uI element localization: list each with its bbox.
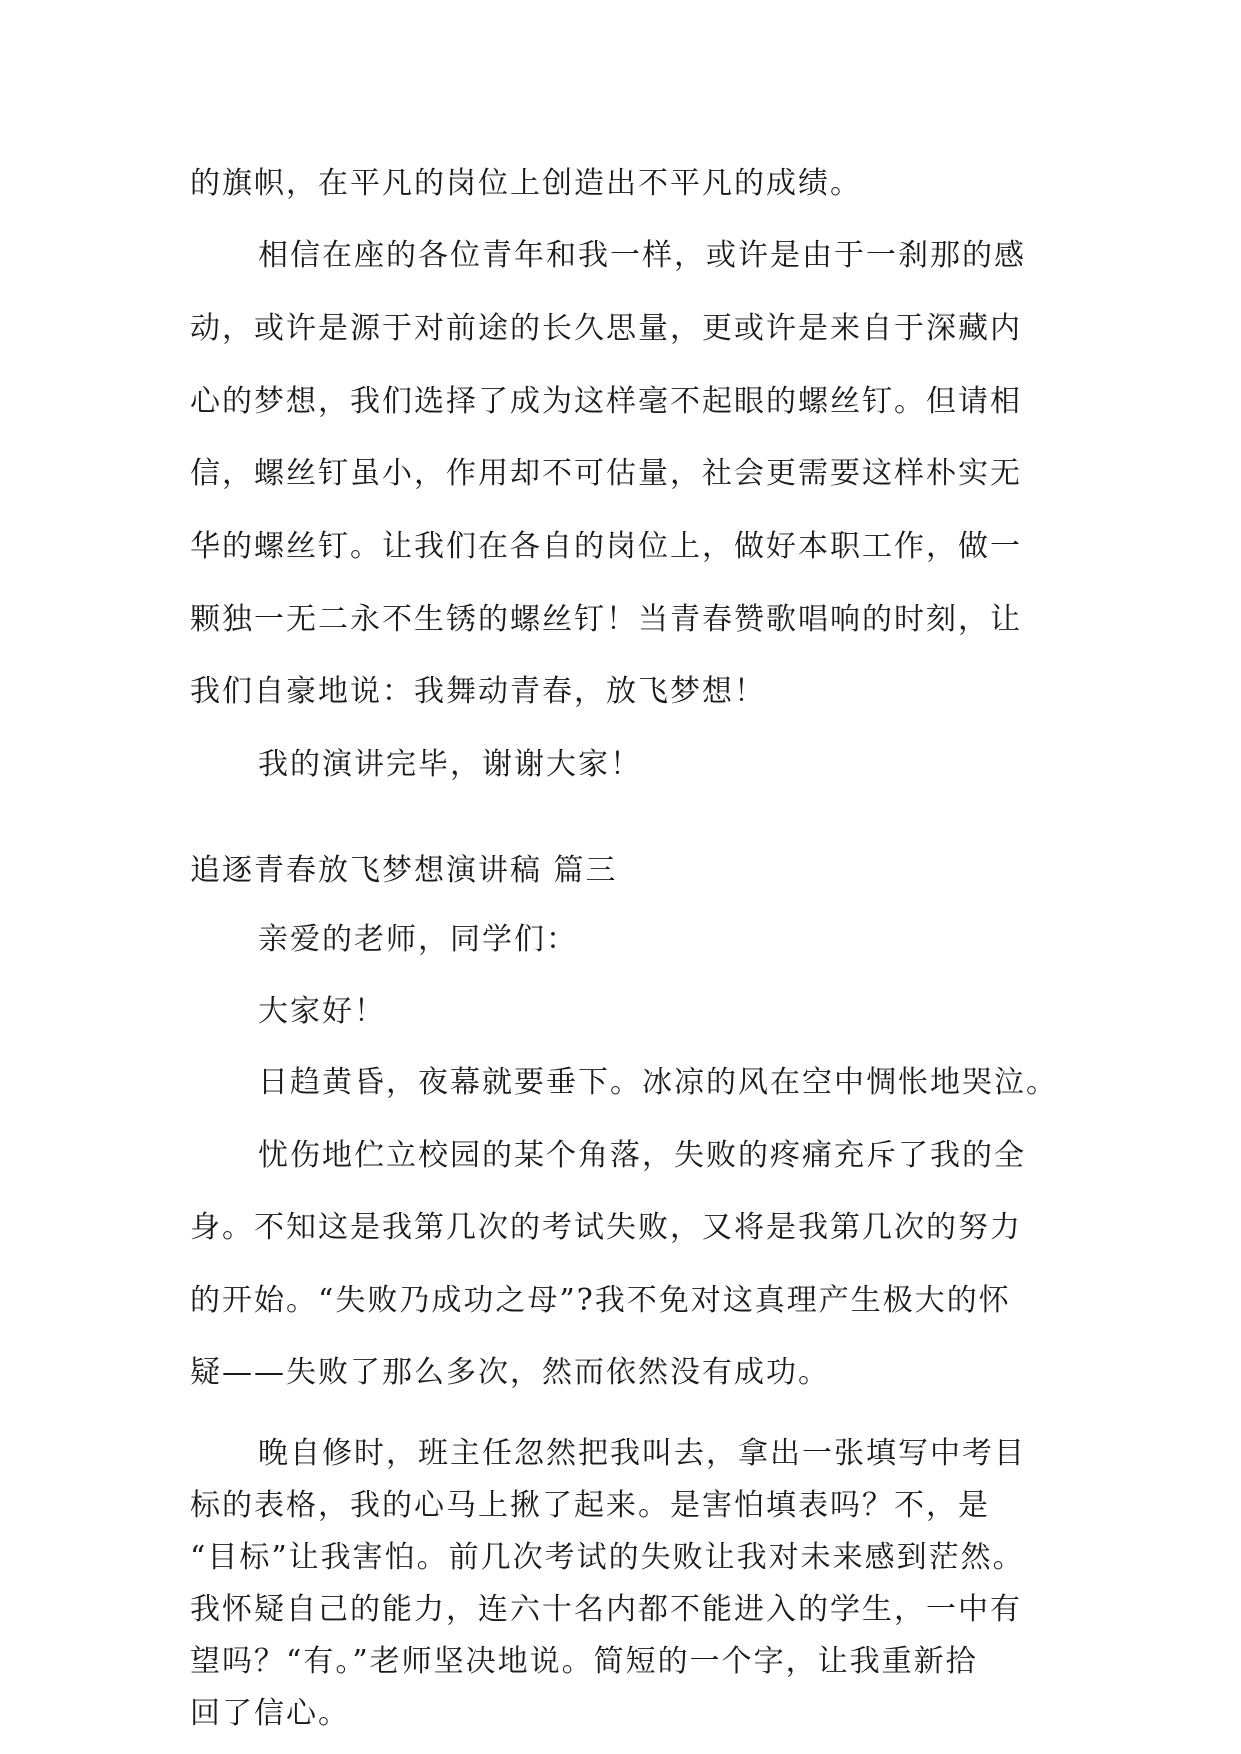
paragraph-line: 的旗帜，在平凡的岗位上创造出不平凡的成绩。 xyxy=(190,166,862,201)
paragraph-line: 我的演讲完毕，谢谢大家！ xyxy=(258,747,642,782)
paragraph-line: “目标”让我害怕。前几次考试的失败让我对未来感到茫然。 xyxy=(190,1540,1025,1575)
paragraph-line: 我们自豪地说：我舞动青春，放飞梦想！ xyxy=(190,674,766,709)
paragraph-line: 信，螺丝钉虽小，作用却不可估量，社会更需要这样朴实无 xyxy=(190,456,1022,491)
paragraph-line: 标的表格，我的心马上揪了起来。是害怕填表吗？不，是 xyxy=(190,1488,990,1523)
paragraph-line: 颗独一无二永不生锈的螺丝钉！当青春赞歌唱响的时刻，让 xyxy=(190,602,1022,637)
paragraph-line: 相信在座的各位青年和我一样，或许是由于一刹那的感 xyxy=(258,238,1026,273)
paragraph-line: 的开始。“失败乃成功之母”?我不免对这真理产生极大的怀 xyxy=(190,1283,1011,1318)
paragraph-line: 华的螺丝钉。让我们在各自的岗位上，做好本职工作，做一 xyxy=(190,529,1022,564)
paragraph-line: 心的梦想，我们选择了成为这样毫不起眼的螺丝钉。但请相 xyxy=(190,384,1022,419)
paragraph-line: 日趋黄昏，夜幕就要垂下。冰凉的风在空中惆怅地哭泣。 xyxy=(258,1065,1058,1100)
paragraph-line: 我怀疑自己的能力，连六十名内都不能进入的学生，一中有 xyxy=(190,1592,1022,1627)
section-heading: 追逐青春放飞梦想演讲稿 篇三 xyxy=(190,853,618,888)
paragraph-line: 晚自修时，班主任忽然把我叫去，拿出一张填写中考目 xyxy=(258,1436,1026,1471)
paragraph-line: 大家好！ xyxy=(258,994,386,1029)
paragraph-line: 回了信心。 xyxy=(190,1696,350,1731)
paragraph-line: 亲爱的老师，同学们： xyxy=(258,922,578,957)
paragraph-line: 身。不知这是我第几次的考试失败，又将是我第几次的努力 xyxy=(190,1210,1022,1245)
paragraph-line: 疑——失败了那么多次，然而依然没有成功。 xyxy=(190,1355,830,1390)
paragraph-line: 望吗？“有。”老师坚决地说。简短的一个字，让我重新拾 xyxy=(190,1644,978,1679)
paragraph-line: 忧伤地伫立校园的某个角落，失败的疼痛充斥了我的全 xyxy=(258,1138,1026,1173)
paragraph-line: 动，或许是源于对前途的长久思量，更或许是来自于深藏内 xyxy=(190,311,1022,346)
